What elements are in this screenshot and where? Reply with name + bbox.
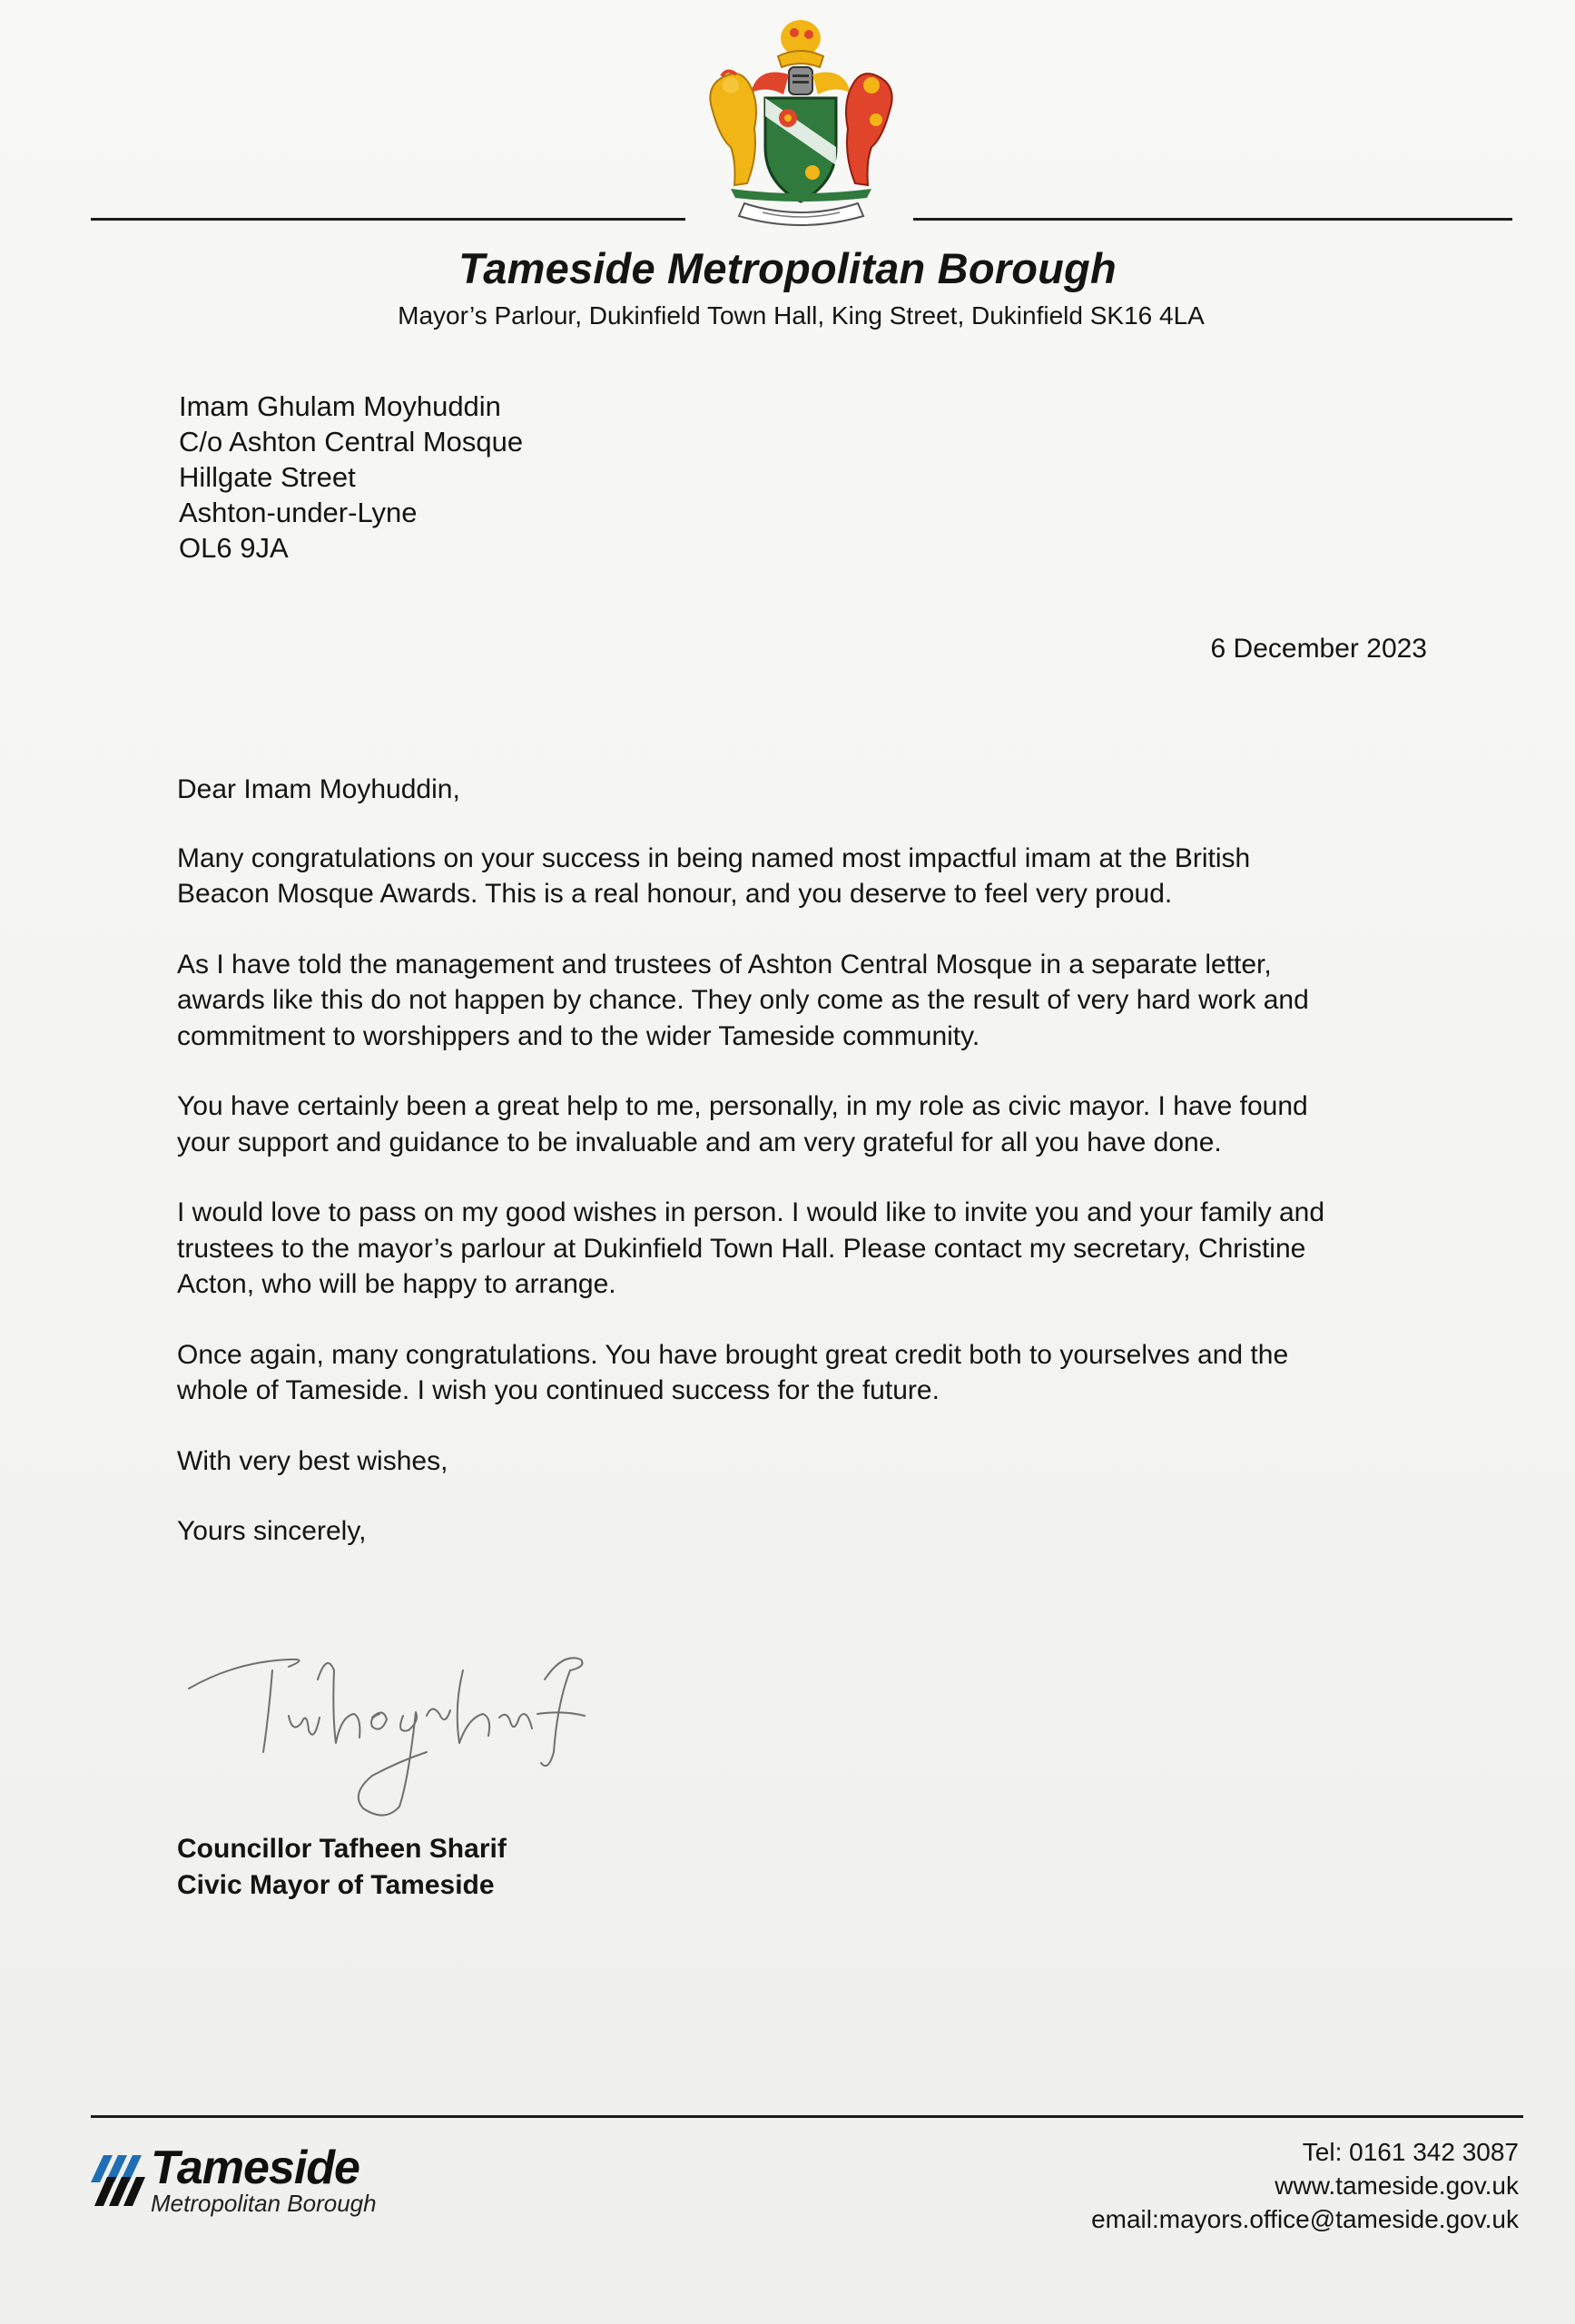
recipient-line: Ashton-under-Lyne <box>179 497 418 528</box>
signatory-name: Councillor Tafheen Sharif <box>177 1834 507 1864</box>
recipient-line: Hillgate Street <box>179 461 356 493</box>
body-paragraph: As I have told the management and trustees of Ashton Central Mosque in a separate letter, awards like this do not happen by chance. They only come as the result of very hard work and commitment to worshippers and to the wider Tameside community. <box>177 949 1309 1051</box>
contact-email: email:mayors.office@tameside.gov.uk <box>1091 2205 1519 2233</box>
recipient-line: C/o Ashton Central Mosque <box>179 426 524 458</box>
signatory-title: Civic Mayor of Tameside <box>177 1870 495 1900</box>
contact-telephone: Tel: 0161 342 3087 <box>1302 2138 1519 2166</box>
organization-title: Tameside Metropolitan Borough <box>458 244 1117 292</box>
logo-wordmark: Tameside <box>151 2142 359 2194</box>
recipient-line: OL6 9JA <box>179 532 289 564</box>
closing-sincerely: Yours sincerely, <box>177 1516 367 1546</box>
contact-details <box>1091 2135 1519 2236</box>
coat-of-arms-icon <box>694 11 908 233</box>
footer-rule <box>91 2115 1523 2118</box>
letter-date: 6 December 2023 <box>1210 634 1427 664</box>
letter-body <box>177 772 1448 1550</box>
contact-website: www.tameside.gov.uk <box>1275 2171 1519 2200</box>
organization-address: Mayor’s Parlour, Dukinfield Town Hall, King Street, Dukinfield SK16 4LA <box>398 301 1205 330</box>
tameside-logo <box>91 2144 418 2217</box>
body-paragraph: You have certainly been a great help to me, personally, in my role as civic mayor. I have found your support and guidance to be invaluable and am very grateful for all you have done. <box>177 1091 1308 1157</box>
body-paragraph: Many congratulations on your success in being named most impactful imam at the British Beacon Mosque Awards. This is a real honour, and you deserve to feel very proud. <box>177 842 1251 909</box>
body-paragraph: Once again, many congratulations. You have brought great credit both to yourselves and the whole of Tameside. I wish you continued success for the future. <box>177 1339 1289 1405</box>
body-paragraph: I would love to pass on my good wishes in person. I would like to invite you and your family and trustees to the mayor’s parlour at Dukinfield Town Hall. Please contact my secretary, Christine Acton, who will be happy to arrange. <box>177 1197 1325 1299</box>
recipient-address <box>179 389 523 566</box>
handwritten-signature <box>182 1616 608 1825</box>
closing-wishes: With very best wishes, <box>177 1445 448 1476</box>
header-rule-left <box>91 218 685 221</box>
salutation: Dear Imam Moyhuddin, <box>177 774 460 804</box>
recipient-line: Imam Ghulam Moyhuddin <box>179 390 501 422</box>
tameside-logo-mark-icon <box>91 2150 149 2211</box>
logo-subtitle: Metropolitan Borough <box>151 2190 377 2217</box>
signatory-block <box>177 1831 507 1904</box>
header-rule-right <box>913 218 1512 221</box>
